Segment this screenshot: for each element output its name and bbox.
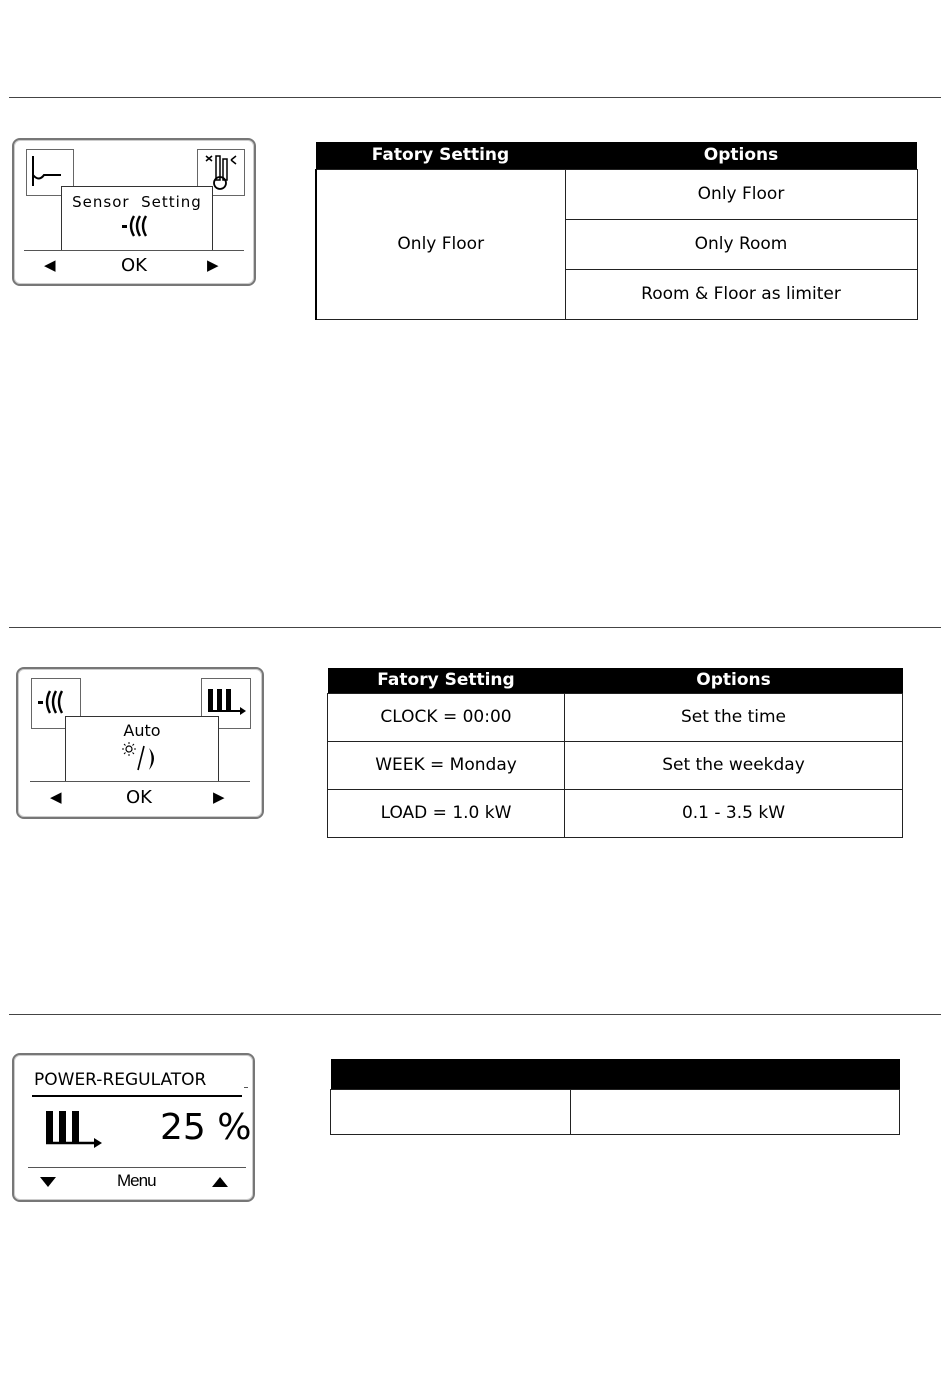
section-divider xyxy=(9,627,941,628)
factory-value: LOAD = 1.0 kW xyxy=(328,789,565,837)
ok-button[interactable]: OK xyxy=(126,787,152,808)
option-cell: Room & Floor as limiter xyxy=(565,269,917,319)
power-regulator-screen xyxy=(12,1053,255,1202)
power-regulator-table xyxy=(330,1059,900,1135)
ok-button[interactable]: OK xyxy=(121,255,147,276)
sensor-setting-screen xyxy=(12,138,256,286)
section-divider xyxy=(9,97,941,98)
option-cell: Set the weekday xyxy=(565,741,903,789)
factory-value: CLOCK = 00:00 xyxy=(328,693,565,741)
power-bars-icon xyxy=(44,1105,104,1151)
header-factory-setting: Fatory Setting xyxy=(328,668,565,693)
factory-value: Only Floor xyxy=(316,169,565,319)
header-cell xyxy=(331,1059,571,1089)
up-arrow-icon[interactable] xyxy=(210,1175,230,1189)
right-arrow-icon[interactable]: ▶ xyxy=(213,789,225,806)
auto-screen xyxy=(16,667,264,819)
header-options: Options xyxy=(565,668,903,693)
left-arrow-icon[interactable]: ◀ xyxy=(44,257,56,274)
sensor-setting-popup xyxy=(61,186,213,251)
power-value: 25 % xyxy=(160,1107,252,1148)
right-arrow-icon[interactable]: ▶ xyxy=(207,257,219,274)
sensor-icon xyxy=(117,213,157,239)
menu-button[interactable]: Menu xyxy=(117,1171,156,1190)
left-arrow-icon[interactable]: ◀ xyxy=(50,789,62,806)
option-cell: Only Floor xyxy=(565,169,917,219)
option-cell: Set the time xyxy=(565,693,903,741)
option-cell: Only Room xyxy=(565,219,917,269)
down-arrow-icon[interactable] xyxy=(38,1175,58,1189)
popup-title: Sensor Setting xyxy=(72,193,202,211)
factory-value: WEEK = Monday xyxy=(328,741,565,789)
clock-week-load-table xyxy=(327,668,903,838)
value-cell xyxy=(571,1089,900,1134)
header-factory-setting: Fatory Setting xyxy=(316,142,565,169)
option-cell: 0.1 - 3.5 kW xyxy=(565,789,903,837)
popup-title: Auto xyxy=(123,721,161,740)
sun-moon-icon xyxy=(117,740,167,774)
section-divider xyxy=(9,1014,941,1015)
header-cell xyxy=(571,1059,900,1089)
value-cell xyxy=(331,1089,571,1134)
screen-title: POWER-REGULATOR xyxy=(34,1070,207,1090)
sensor-options-table xyxy=(315,142,918,320)
header-options: Options xyxy=(565,142,917,169)
auto-popup xyxy=(65,716,219,782)
